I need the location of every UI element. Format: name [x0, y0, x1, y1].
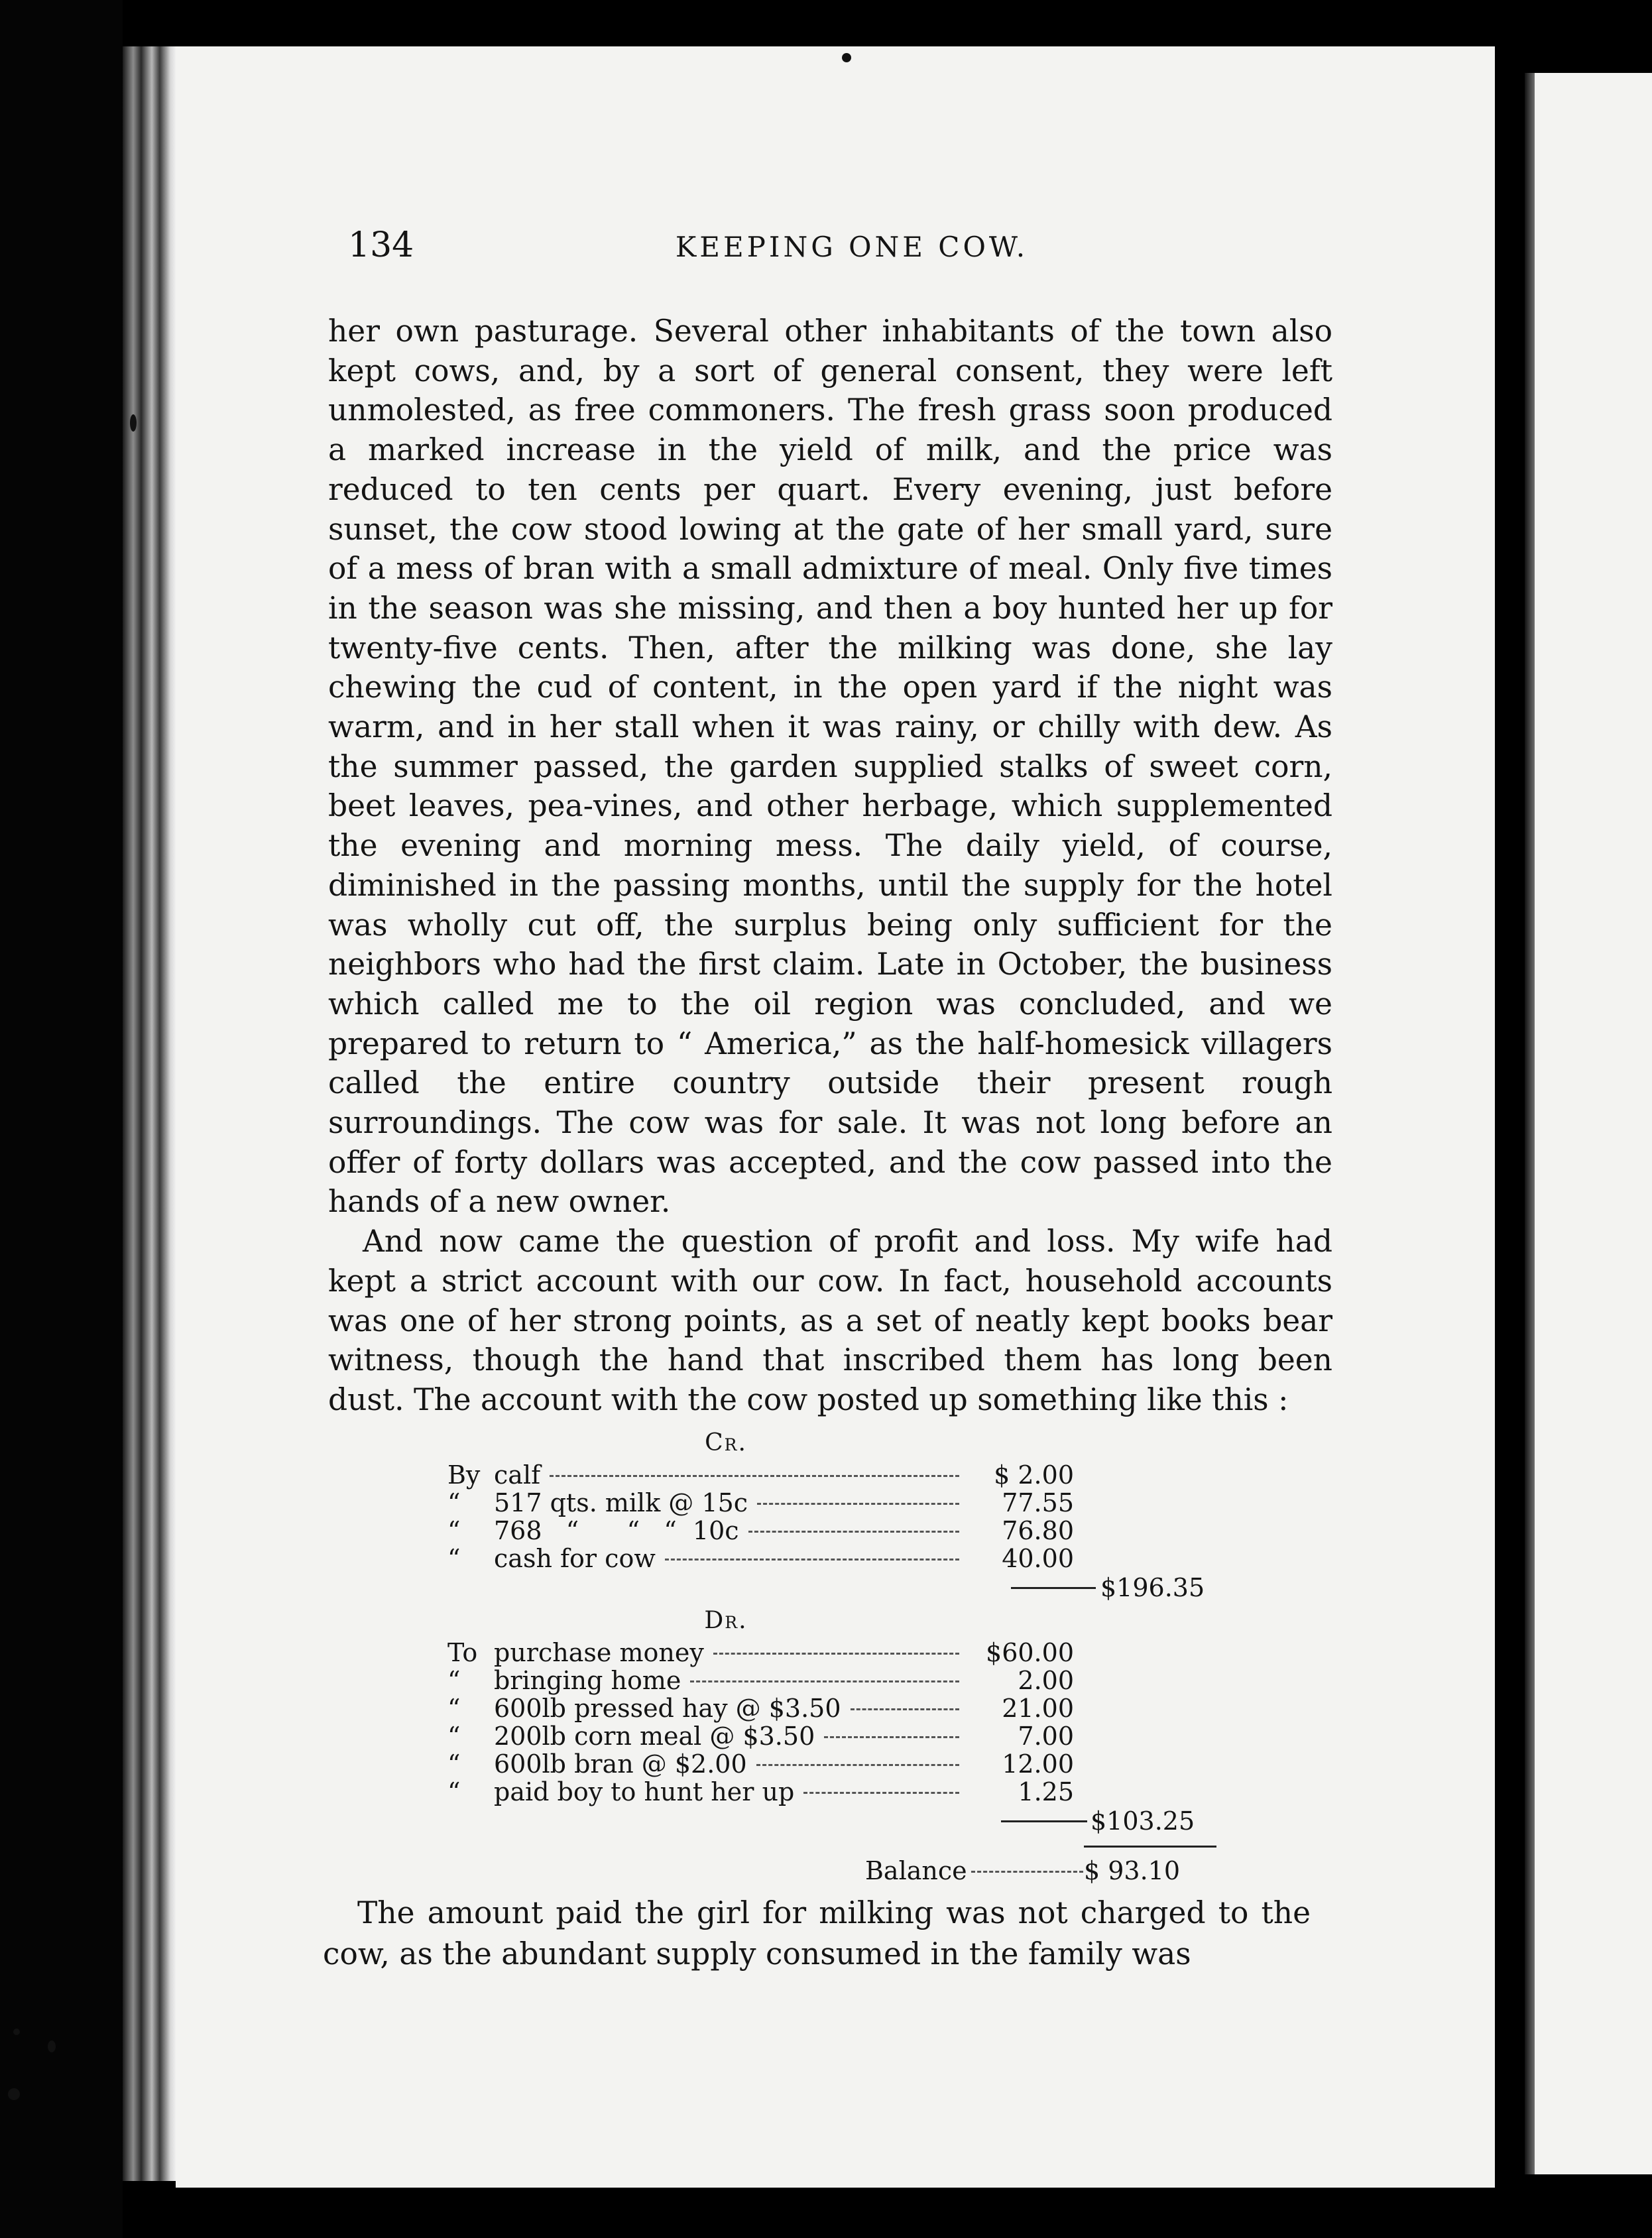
dot-leader — [665, 1559, 959, 1561]
row-amount: $60.00 — [986, 1638, 1074, 1667]
account-row — [447, 1722, 1269, 1750]
dot-leader — [971, 1871, 1083, 1873]
dot-leader — [690, 1680, 959, 1682]
account-row — [447, 1545, 1269, 1572]
row-item: purchase money — [494, 1638, 704, 1667]
account-row — [447, 1778, 1269, 1806]
row-amount: 2.00 — [1018, 1666, 1074, 1695]
credit-total-row — [447, 1572, 1269, 1603]
row-amount: 7.00 — [1018, 1722, 1074, 1751]
row-item: cash for cow — [494, 1544, 656, 1573]
row-prefix: “ — [447, 1544, 461, 1573]
scan-speck — [13, 2029, 20, 2035]
row-item: 600lb pressed hay @ $3.50 — [494, 1694, 841, 1723]
debit-total: $103.25 — [1091, 1806, 1195, 1836]
balance-row — [447, 1851, 1269, 1891]
total-rule — [1001, 1820, 1087, 1822]
running-head — [348, 225, 1356, 278]
debit-total-row — [447, 1806, 1269, 1836]
row-prefix: “ — [447, 1666, 461, 1695]
row-prefix: By — [447, 1460, 481, 1490]
dot-leader — [803, 1792, 959, 1794]
row-amount: 77.55 — [1002, 1488, 1074, 1517]
row-prefix: “ — [447, 1694, 461, 1723]
row-amount: 21.00 — [1002, 1694, 1074, 1723]
account-row — [447, 1694, 1269, 1722]
page-number: 134 — [348, 225, 414, 265]
dot-leader — [748, 1531, 959, 1533]
account-row — [447, 1667, 1269, 1694]
running-title: KEEPING ONE COW. — [675, 231, 1029, 263]
balance-value: $ 93.10 — [1084, 1856, 1181, 1885]
row-prefix: “ — [447, 1777, 461, 1806]
row-item: 768 “ “ “ 10c — [494, 1516, 739, 1545]
debit-heading: Dr. — [704, 1607, 748, 1634]
row-prefix: “ — [447, 1488, 461, 1517]
scan-speck — [842, 53, 851, 62]
dot-leader — [824, 1736, 959, 1738]
row-amount: 76.80 — [1002, 1516, 1074, 1545]
balance-label: Balance — [865, 1856, 967, 1885]
row-item: 200lb corn meal @ $3.50 — [494, 1722, 815, 1751]
closing-text — [323, 1893, 1311, 1975]
body-text — [328, 312, 1332, 1420]
row-prefix: “ — [447, 1516, 461, 1545]
account-row — [447, 1750, 1269, 1778]
balance-rule — [1084, 1846, 1216, 1848]
paragraph-1: her own pasturage. Several other inhabitants of the town also kept cows, and, by a sort of general consent, they were left unmolested, as free commoners. The fresh grass soon produced a marked increase in the yield of milk, and the price was reduced to ten cents per quart. Every evening, just before sunset, the cow stood lowing at the gate of her small yard, sure of a mess of bran with a small admixture of meal. Only five times in the season was she missing, and then a boy hunted her up for twenty-five cents. Then, after the milking was done, she lay chewing the cud of content, in the open yard if the night was warm, and in her stall when it was rainy, or chilly with dew. As the summer passed, the garden supplied stalks of sweet corn, beet leaves, pea-vines, and other herbage, which supplemented the evening and morning mess. The daily yield, of course, diminished in the passing months, until the supply for the hotel was wholly cut off, the surplus being only sufficient for the neighbors who had the first claim. Late in October, the business which called me to the oil region was concluded, and we prepared to return to “ America,” as the half-homesick villagers called the entire country outside their present rough surroundings. The cow was for sale. It was not long before an offer of forty dollars was accepted, and the cow passed into the hands of a new owner. — [328, 314, 1332, 1220]
row-prefix: “ — [447, 1722, 461, 1751]
account-row — [447, 1517, 1269, 1545]
credit-heading: Cr. — [705, 1429, 747, 1456]
next-page — [1535, 73, 1652, 2174]
account-row — [447, 1639, 1269, 1667]
row-amount: $ 2.00 — [994, 1460, 1074, 1490]
account-row — [447, 1461, 1269, 1489]
scan-speck — [8, 2088, 20, 2100]
dot-leader — [756, 1764, 959, 1766]
row-item: bringing home — [494, 1666, 681, 1695]
scan-speck — [130, 414, 137, 432]
cow-account-table — [447, 1425, 1269, 1891]
book-spine — [123, 46, 176, 2181]
credit-total: $196.35 — [1100, 1573, 1205, 1602]
dot-leader — [851, 1708, 959, 1710]
row-amount: 1.25 — [1018, 1777, 1074, 1806]
dot-leader — [550, 1475, 959, 1477]
paragraph-2: And now came the question of profit and loss. My wife had kept a strict account with our cow. In fact, household accounts was one of her strong points, as a set of neatly kept books bear witness, though the hand that inscribed them has long been dust. The account with the cow posted up something like this : — [328, 1224, 1332, 1417]
row-item: 600lb bran @ $2.00 — [494, 1749, 747, 1779]
scan-speck — [48, 2040, 56, 2052]
row-amount: 12.00 — [1002, 1749, 1074, 1779]
dot-leader — [713, 1653, 959, 1655]
scan-border-left — [0, 0, 123, 2238]
next-page-edge — [1525, 73, 1535, 2174]
row-amount: 40.00 — [1002, 1544, 1074, 1573]
account-row — [447, 1489, 1269, 1517]
row-prefix: To — [447, 1638, 478, 1667]
dot-leader — [757, 1503, 959, 1505]
paragraph-3: The amount paid the girl for milking was not charged to the cow, as the abundant supply consumed in the family was — [323, 1895, 1311, 1972]
row-prefix: “ — [447, 1749, 461, 1779]
row-item: calf — [494, 1460, 541, 1490]
total-rule — [1011, 1587, 1096, 1589]
row-item: 517 qts. milk @ 15c — [494, 1488, 748, 1517]
row-item: paid boy to hunt her up — [494, 1777, 795, 1806]
